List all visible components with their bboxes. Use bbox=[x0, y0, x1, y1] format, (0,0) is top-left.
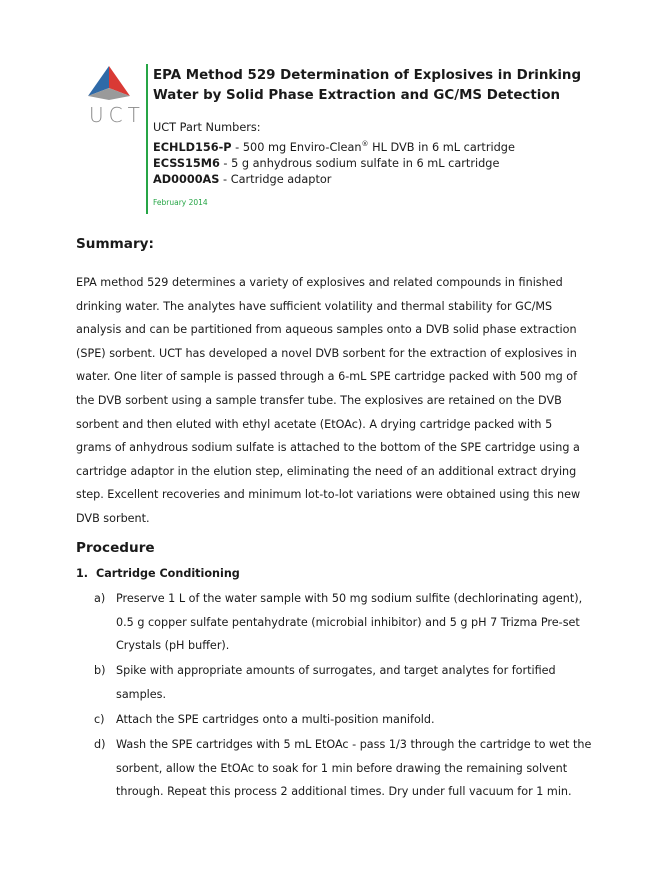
logo-text: UCT bbox=[89, 103, 145, 127]
item-label: b) bbox=[94, 664, 106, 678]
document-header bbox=[146, 64, 593, 214]
item-label: c) bbox=[94, 712, 105, 726]
list-item bbox=[94, 659, 594, 706]
part-code: ECHLD156-P bbox=[153, 140, 232, 154]
part-code: AD0000AS bbox=[153, 172, 220, 186]
step-1-items bbox=[94, 587, 594, 805]
step-number: 1. bbox=[76, 567, 89, 580]
list-item bbox=[94, 708, 594, 732]
part-line bbox=[153, 136, 593, 156]
document-date: February 2014 bbox=[153, 197, 208, 207]
registered-mark: ® bbox=[361, 140, 369, 148]
item-text: Wash the SPE cartridges with 5 mL EtOAc - pass 1/3 through the cartridge to wet the sorbent, allow the EtOAc to soak for 1 min before drawing the remaining solvent through. Repeat this process 2 additional times. Dry under full vacuum for 1 min. bbox=[116, 738, 592, 799]
step-title: Cartridge Conditioning bbox=[96, 567, 240, 580]
list-item bbox=[94, 587, 594, 658]
part-line bbox=[153, 156, 593, 172]
uct-logo bbox=[88, 66, 145, 127]
part-desc-rest: HL DVB in 6 mL cartridge bbox=[368, 140, 515, 154]
part-desc: - 500 mg Enviro-Clean bbox=[231, 140, 362, 154]
part-numbers-label: UCT Part Numbers: bbox=[153, 121, 261, 134]
summary-heading: Summary: bbox=[76, 236, 154, 252]
uct-logo-mark bbox=[88, 66, 130, 100]
document-title: EPA Method 529 Determination of Explosives in Drinking Water by Solid Phase Extraction and GC/MS Detection bbox=[153, 68, 582, 103]
item-text: Attach the SPE cartridges onto a multi-position manifold. bbox=[116, 712, 435, 726]
item-label: a) bbox=[94, 592, 106, 605]
part-desc: - 5 g anhydrous sodium sulfate in 6 mL cartridge bbox=[219, 156, 500, 170]
part-numbers bbox=[153, 120, 593, 188]
procedure-heading: Procedure bbox=[76, 540, 155, 556]
part-code: ECSS15M6 bbox=[153, 156, 220, 170]
summary-body: EPA method 529 determines a variety of explosives and related compounds in finished drinking water. The analytes have sufficient volatility and thermal stability for GC/MS analysis and can be partitioned from aqueous samples onto a DVB solid phase extraction (SPE) sorbent. UCT has developed a novel DVB sorbent for the extraction of explosives in water. One liter of sample is passed through a 6-mL SPE cartridge packed with 500 mg of the DVB sorbent using a sample transfer tube. The explosives are retained on the DVB sorbent and then eluted with ethyl acetate (EtOAc). A drying cartridge packed with 5 grams of anhydrous sodium sulfate is attached to the bottom of the SPE cartridge using a cartridge adaptor in the elution step, eliminating the need of an additional extract drying step. Excellent recoveries and minimum lot-to-lot variations were obtained using this new DVB sorbent. bbox=[76, 276, 581, 525]
item-text: Preserve 1 L of the water sample with 50 mg sodium sulfite (dechlorinating agent), 0.5 g copper sulfate pentahydrate (microbial inhibitor) and 5 g pH 7 Trizma Pre-set Crystals (pH buffer). bbox=[116, 592, 583, 653]
list-item bbox=[94, 733, 594, 804]
item-label: d) bbox=[94, 738, 106, 752]
part-line bbox=[153, 172, 593, 188]
item-text: Spike with appropriate amounts of surrogates, and target analytes for fortified samples. bbox=[116, 664, 556, 701]
part-desc: - Cartridge adaptor bbox=[219, 172, 332, 186]
step-1-heading bbox=[76, 567, 240, 580]
